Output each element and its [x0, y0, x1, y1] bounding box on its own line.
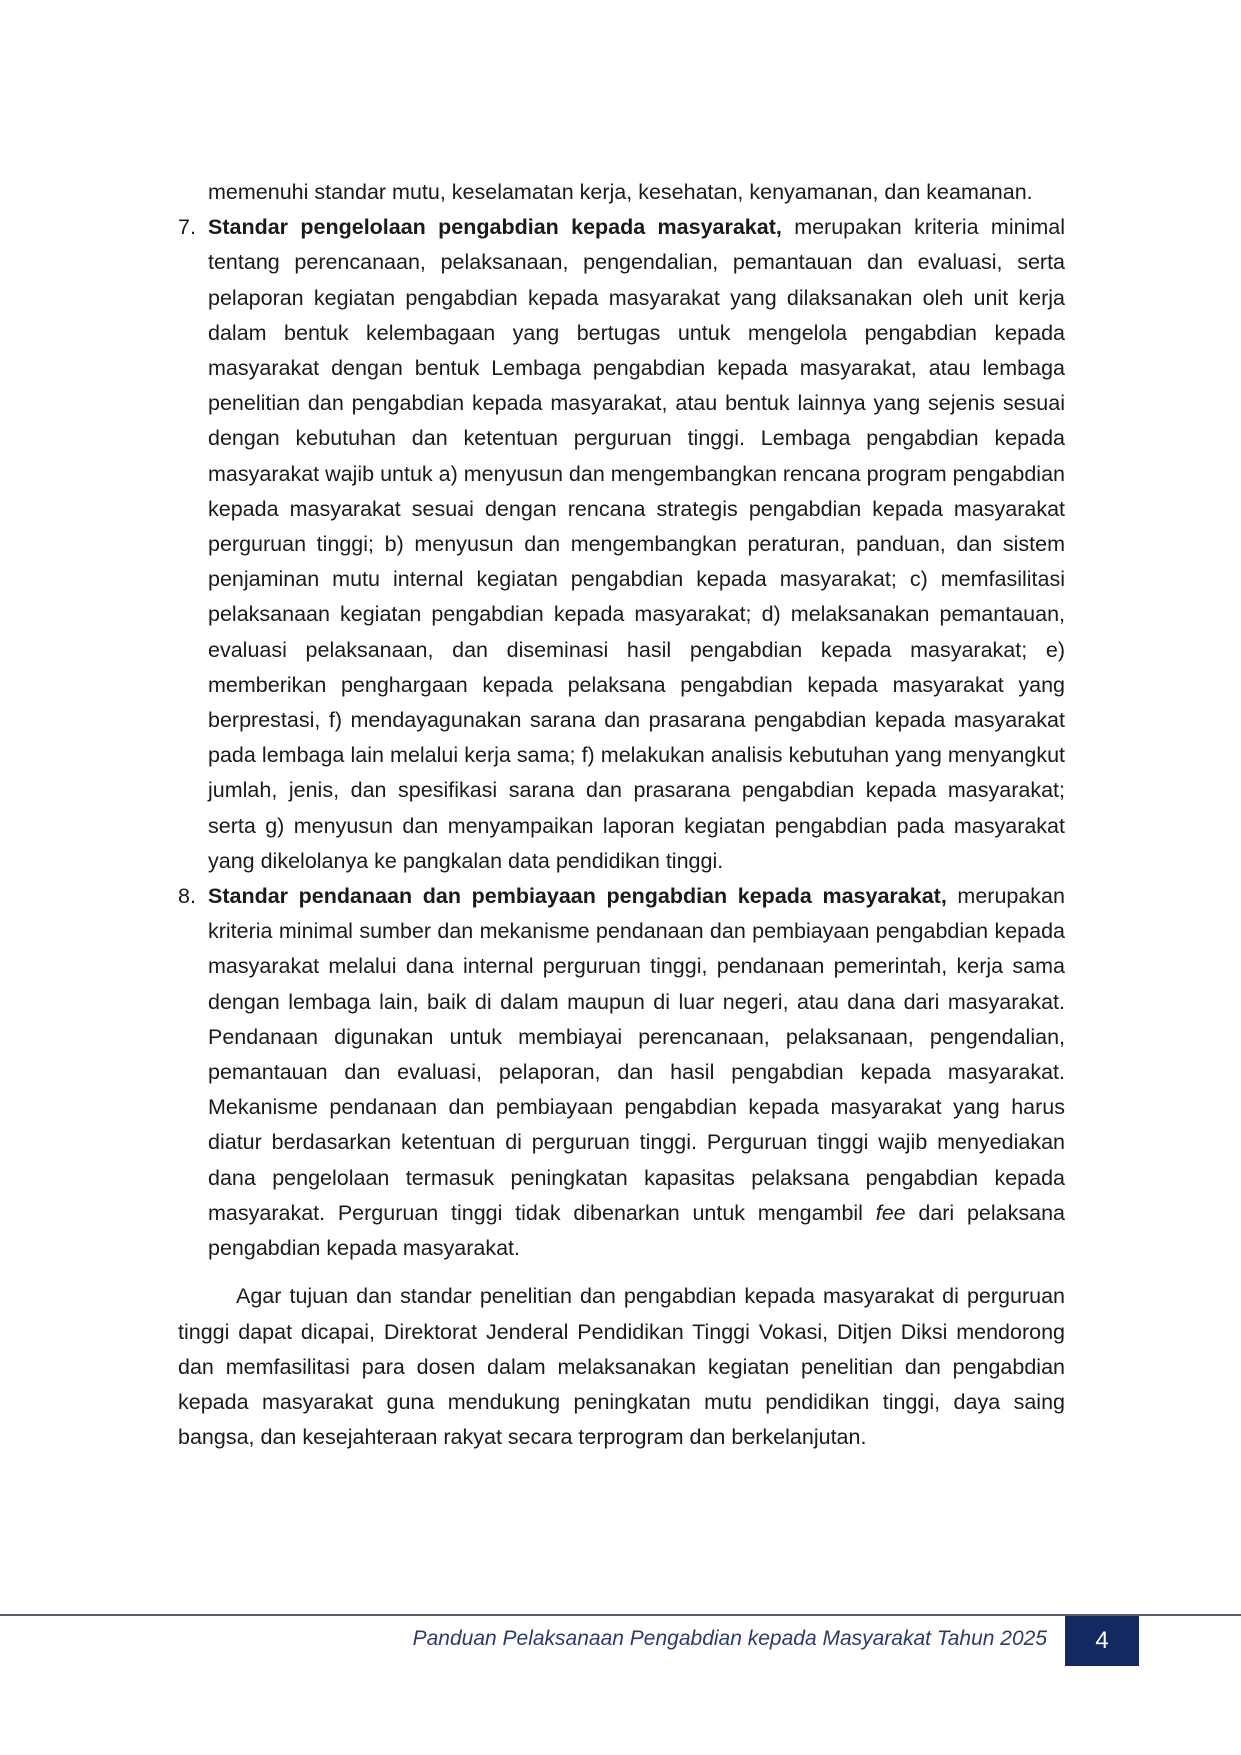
- list-number: 8.: [178, 884, 196, 909]
- list-number: 7.: [178, 215, 196, 240]
- list-item-italic-term: fee: [875, 1200, 906, 1225]
- page-number-badge: [1065, 1616, 1139, 1666]
- footer-divider: [0, 1614, 1241, 1616]
- list-item-text: merupakan kriteria minimal tentang perencanaan, pelaksanaan, pengendalian, pemantauan dan evaluasi, serta pelaporan kegiatan pengabdian kepada masyarakat yang dilaksanakan oleh unit kerja dalam bentuk kelembagaan yang bertugas untuk mengelola pengabdian kepada masyarakat dengan bentuk Lembaga pengabdian kepada masyarakat, atau lembaga penelitian dan pengabdian kepada masyarakat, atau bentuk lainnya yang sejenis sesuai dengan kebutuhan dan ketentuan perguruan tinggi. Lembaga pengabdian kepada masyarakat wajib untuk a) menyusun dan mengembangkan rencana program pengabdian kepada masyarakat sesuai dengan rencana strategis pengabdian kepada masyarakat perguruan tinggi; b) menyusun dan mengembangkan peraturan, panduan, dan sistem penjaminan mutu internal kegiatan pengabdian kepada masyarakat; c) memfasilitasi pelaksanaan kegiatan pengabdian kepada masyarakat; d) melaksanakan pemantauan, evaluasi pelaksanaan, dan diseminasi hasil pengabdian kepada masyarakat; e) memberikan penghargaan kepada pelaksana pengabdian kepada masyarakat yang berprestasi, f) mendayagunakan sarana dan prasarana pengabdian kepada masyarakat pada lembaga lain melalui kerja sama; f) melakukan analisis kebutuhan yang menyangkut jumlah, jenis, dan spesifikasi sarana dan prasarana pengabdian kepada masyarakat; serta g) menyusun dan menyampaikan laporan kegiatan pengabdian pada masyarakat yang dikelolanya ke pangkalan data pendidikan tinggi.: [208, 215, 1065, 873]
- list-item-tail: dari pelaksana pengabdian kepada masyarakat.: [208, 1200, 1065, 1261]
- list-item-7: [178, 210, 1065, 879]
- list-item-heading: Standar pengelolaan pengabdian kepada masyarakat,: [208, 215, 782, 240]
- document-body: [178, 175, 1065, 1455]
- closing-paragraph: Agar tujuan dan standar penelitian dan pengabdian kepada masyarakat di perguruan tinggi dapat dicapai, Direktorat Jenderal Pendidikan Tinggi Vokasi, Ditjen Diksi mendorong dan memfasilitasi para dosen dalam melaksanakan kegiatan penelitian dan pengabdian kepada masyarakat guna mendukung peningkatan mutu pendidikan tinggi, daya saing bangsa, dan kesejahteraan rakyat secara terprogram dan berkelanjutan.: [178, 1284, 1065, 1450]
- list-item-heading: Standar pendanaan dan pembiayaan pengabdian kepada masyarakat,: [208, 884, 947, 909]
- continuation-paragraph: memenuhi standar mutu, keselamatan kerja, kesehatan, kenyamanan, dan keamanan.: [208, 180, 1033, 204]
- list-item-8: [178, 879, 1065, 1266]
- footer-title: Panduan Pelaksanaan Pengabdian kepada Masyarakat Tahun 2025: [412, 1627, 1047, 1650]
- page-number: 4: [1095, 1627, 1109, 1654]
- list-item-text: merupakan kriteria minimal sumber dan mekanisme pendanaan dan pembiayaan pengabdian kepada masyarakat melalui dana internal perguruan tinggi, pendanaan pemerintah, kerja sama dengan lembaga lain, baik di dalam maupun di luar negeri, atau dana dari masyarakat. Pendanaan digunakan untuk membiayai perencanaan, pelaksanaan, pengendalian, pemantauan dan evaluasi, pelaporan, dan hasil pengabdian kepada masyarakat. Mekanisme pendanaan dan pembiayaan pengabdian kepada masyarakat yang harus diatur berdasarkan ketentuan di perguruan tinggi. Perguruan tinggi wajib menyediakan dana pengelolaan termasuk peningkatan kapasitas pelaksana pengabdian kepada masyarakat. Perguruan tinggi tidak dibenarkan untuk mengambil: [208, 884, 1065, 1225]
